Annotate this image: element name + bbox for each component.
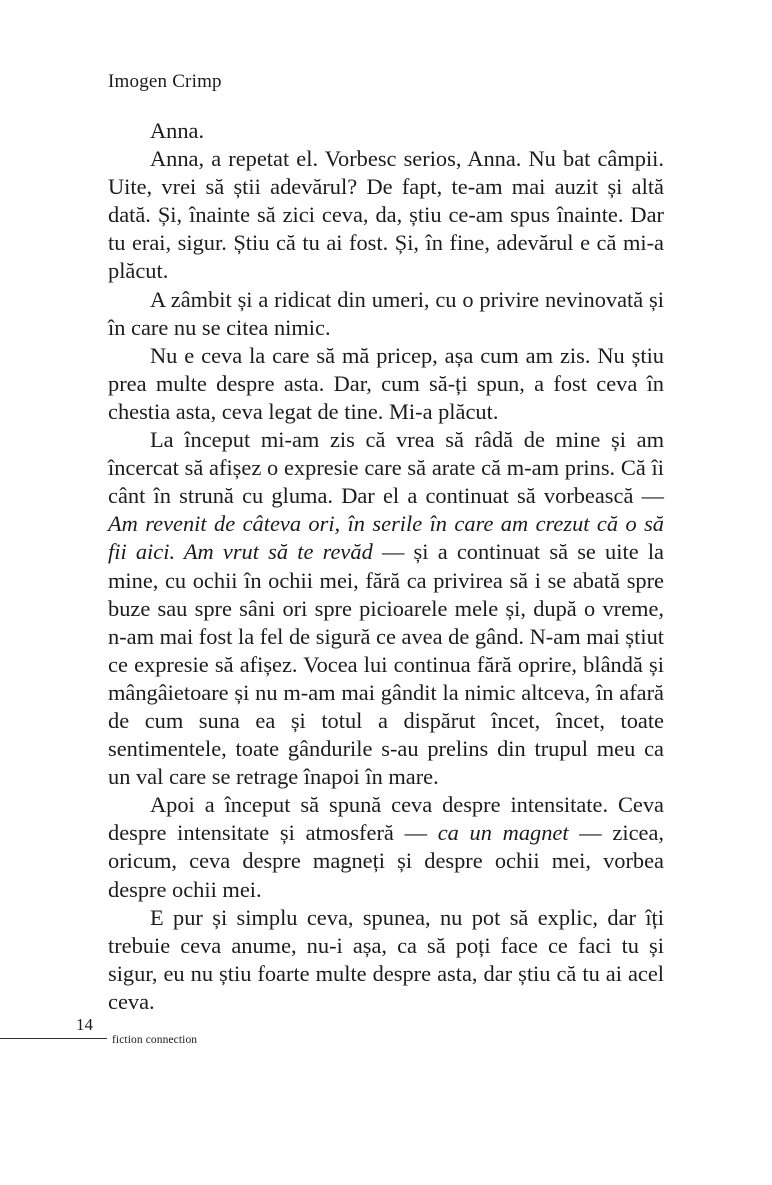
page-body-text [108, 117, 664, 1016]
paragraph-text: La început mi-am zis că vrea să râdă de mine și am încercat să afișez o expresie care să arate că m-am prins. Că îi cânt în strună cu gluma. Dar el a continuat să vorbească — [108, 427, 664, 509]
paragraph: Nu e ceva la care să mă pricep, așa cum am zis. Nu știu prea multe despre asta. Dar, cum să-ți spun, a fost ceva în chestia asta, ceva legat de tine. Mi-a plăcut. [108, 342, 664, 424]
paragraph [108, 791, 664, 903]
italic-quote: Am revenit de câteva ori, în serile în care am crezut că o să fii aici. Am vrut să te revăd [108, 511, 664, 565]
paragraph: Anna, a repetat el. Vorbesc serios, Anna. Nu bat câmpii. Uite, vrei să știi adevărul? De fapt, te-am mai auzit și altă dată. Și, înainte să zici ceva, da, știu ce-am spus înainte. Dar tu erai, sigur. Știu că tu ai fost. Și, în fine, adevărul e că mi-a plăcut. [108, 146, 664, 284]
paragraph: A zâmbit și a ridicat din umeri, cu o privire nevinovată și în care nu se citea nimic. [108, 286, 664, 340]
italic-quote: ca un magnet [437, 820, 569, 846]
paragraph: E pur și simplu ceva, spunea, nu pot să explic, dar îți trebuie ceva anume, nu-i așa, ca să poți face ce faci tu și sigur, eu nu știu foarte multe despre asta, dar știu că tu ai acel ceva. [108, 904, 664, 1014]
paragraph-text: — zicea, oricum, ceva despre magneți și despre ochii mei, vorbea despre ochii mei. [108, 820, 664, 902]
paragraph-text: — și a continuat să se uite la mine, cu ochii în ochii mei, fără ca privirea să i se abată spre buze sau spre sâni ori spre picioarele mele și, după o vreme, n-am mai fost la fel de sigură ce avea de gând. N-am mai știut ce expresie să afișez. Vocea lui continua fără oprire, blândă și mângâietoare și nu m-am mai gândit la nimic altceva, în afară de cum suna ea și totul a dispărut încet, încet, toate sentimentele, toate gândurile s-au prelins din trupul meu ca un val care se retrage înapoi în mare. [108, 539, 664, 790]
paragraph [108, 426, 664, 791]
paragraph: Anna. [150, 118, 205, 143]
page-number: 14 [76, 1015, 93, 1034]
paragraph-text: Apoi a început să spună ceva despre intensitate. Ceva despre intensitate și atmosferă — [108, 792, 664, 846]
footer-rule [0, 1038, 107, 1039]
running-header-author: Imogen Crimp [108, 71, 222, 92]
imprint-label: fiction connection [112, 1034, 198, 1046]
